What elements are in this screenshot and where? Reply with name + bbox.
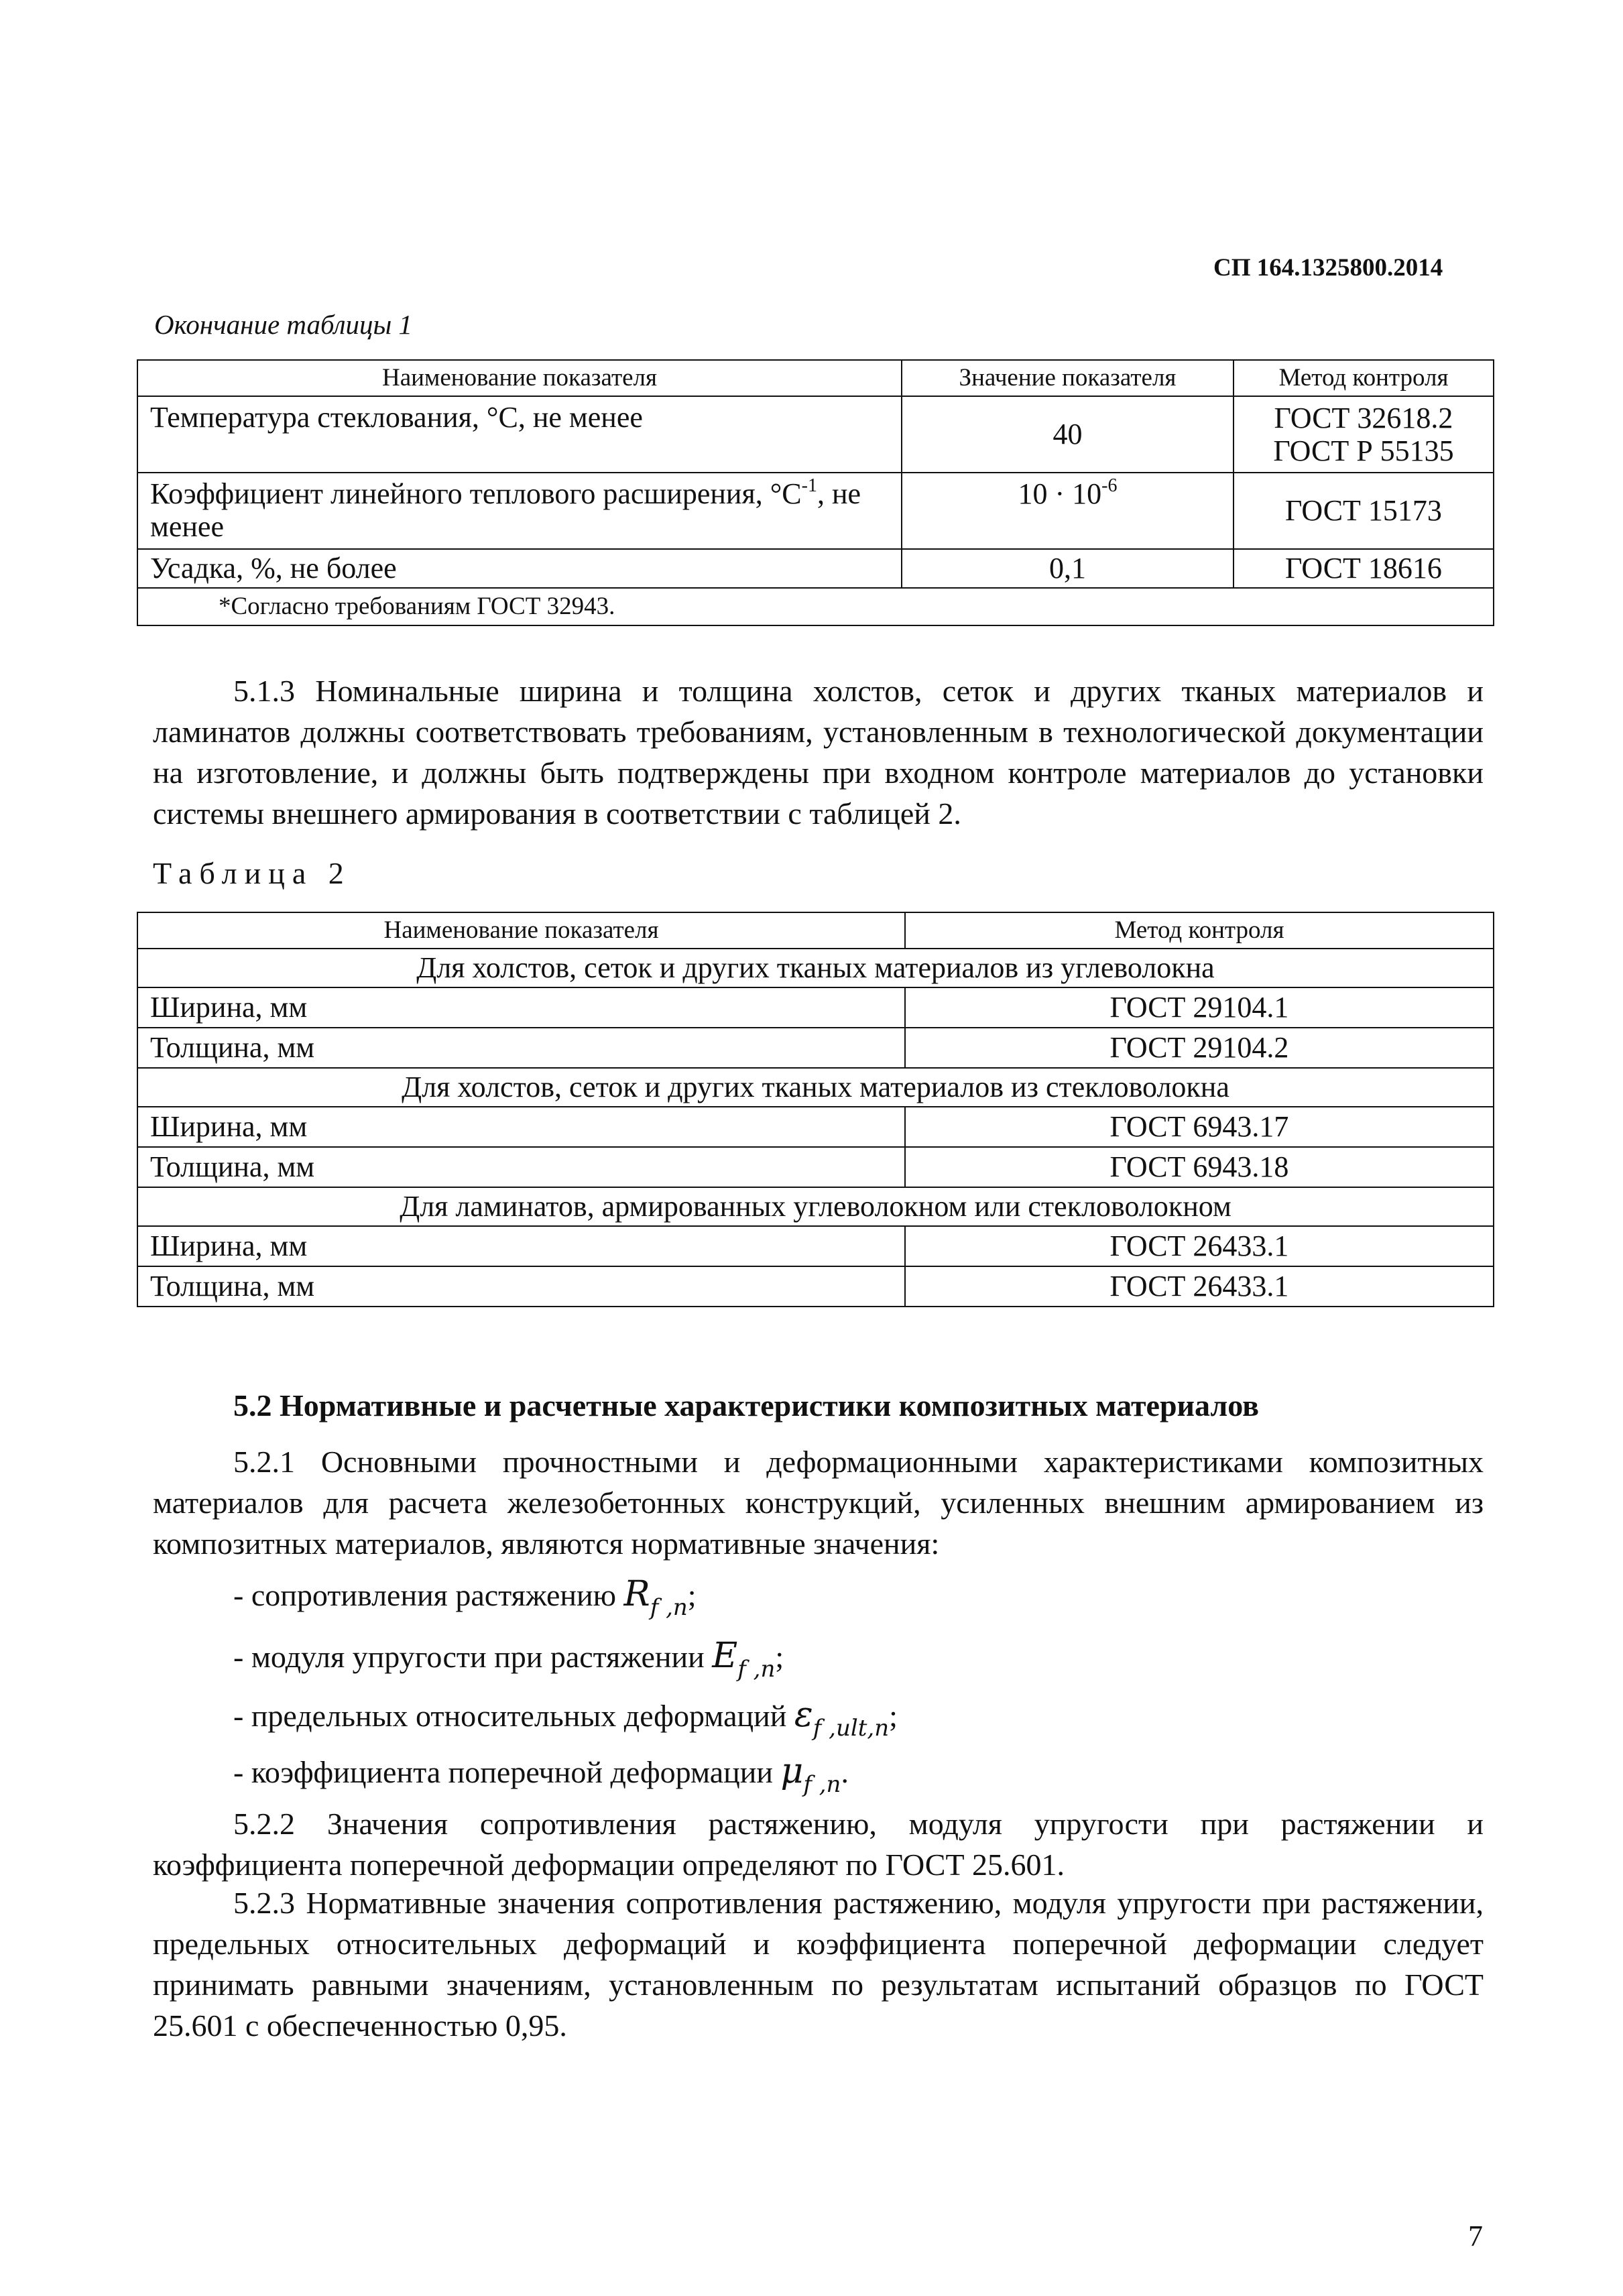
- formula-symbol: E: [712, 1636, 738, 1676]
- table-row: [137, 1028, 1494, 1068]
- list-item: [233, 1636, 784, 1683]
- table-group-title: Для ламинатов, армированных углеволокном или стекловолокном: [137, 1187, 1494, 1226]
- formula-symbol: ε: [794, 1695, 813, 1735]
- list-item-end: ;: [775, 1640, 784, 1674]
- table1-caption: Окончание таблицы 1: [154, 309, 413, 340]
- cell-text: Коэффициент линейного теплового расширения, °С: [150, 477, 802, 510]
- document-code: СП 164.1325800.2014: [1213, 254, 1443, 282]
- table2: [137, 912, 1494, 1307]
- table-cell-method: ГОСТ 29104.2: [905, 1028, 1494, 1068]
- table-row: [137, 473, 1494, 549]
- table-group-row: [137, 1187, 1494, 1226]
- table-cell-method: ГОСТ 6943.18: [905, 1147, 1494, 1187]
- formula-subscript: f ,n: [737, 1656, 776, 1683]
- table2-header-method: Метод контроля: [905, 912, 1494, 949]
- value-base: 10 · 10: [1018, 477, 1102, 510]
- table-cell-name: Ширина, мм: [137, 1107, 905, 1147]
- table-note-row: [137, 588, 1494, 625]
- table-row: [137, 1226, 1494, 1266]
- table1-header-row: [137, 360, 1494, 396]
- method-line: ГОСТ Р 55135: [1273, 434, 1454, 467]
- table1-header-name: Наименование показателя: [137, 360, 902, 396]
- table2-caption: Таблица 2: [153, 856, 351, 890]
- table1-header-method: Метод контроля: [1234, 360, 1494, 396]
- paragraph-5-2-1: 5.2.1 Основными прочностными и деформационными характеристиками композитных материалов для расчета железобетонных конструкций, усиленных внешним армированием из композитных материалов, являются нормативные значения:: [153, 1445, 1484, 1561]
- list-item-text: - предельных относительных деформаций: [233, 1699, 794, 1733]
- section-heading: 5.2 Нормативные и расчетные характеристики композитных материалов: [233, 1388, 1259, 1423]
- table-row: [137, 1266, 1494, 1307]
- superscript: -6: [1101, 475, 1118, 496]
- table-cell-method: ГОСТ 6943.17: [905, 1107, 1494, 1147]
- table-cell-name: Температура стеклования, °С, не менее: [137, 396, 902, 473]
- list-item-text: - сопротивления растяжению: [233, 1578, 624, 1612]
- table-row: [137, 1147, 1494, 1187]
- paragraph-5-2-3: 5.2.3 Нормативные значения сопротивления растяжению, модуля упругости при растяжении, предельных относительных деформаций и коэффициента поперечной деформации следует принимать равными значениям, установленным по результатам испытаний образцов по ГОСТ 25.601 с обеспеченностью 0,95.: [153, 1886, 1484, 2043]
- table-cell-name: Толщина, мм: [137, 1147, 905, 1187]
- table-cell-method: [1234, 396, 1494, 473]
- cell-text: , не менее: [150, 477, 861, 544]
- table-row: [137, 987, 1494, 1028]
- table-row: [137, 1107, 1494, 1147]
- paragraph-5-2-2: 5.2.2 Значения сопротивления растяжению, модуля упругости при растяжении и коэффициента поперечной деформации определяют по ГОСТ 25.601.: [153, 1807, 1484, 1882]
- list-item-end: .: [841, 1755, 849, 1789]
- table-cell-method: ГОСТ 15173: [1234, 473, 1494, 549]
- table-group-title: Для холстов, сеток и других тканых материалов из стекловолокна: [137, 1068, 1494, 1107]
- table1: [137, 359, 1494, 626]
- table-group-row: [137, 949, 1494, 987]
- table-cell-value: 40: [902, 396, 1234, 473]
- table-cell-value: [902, 473, 1234, 549]
- list-item: [233, 1695, 898, 1742]
- table-group-row: [137, 1068, 1494, 1107]
- table-cell-method: ГОСТ 26433.1: [905, 1266, 1494, 1307]
- formula-symbol: R: [623, 1574, 650, 1614]
- table-group-title: Для холстов, сеток и других тканых материалов из углеволокна: [137, 949, 1494, 987]
- table1-header-value: Значение показателя: [902, 360, 1234, 396]
- table-row: [137, 549, 1494, 588]
- table-row: [137, 396, 1494, 473]
- list-item: [233, 1751, 849, 1798]
- table-note: *Согласно требованиям ГОСТ 32943.: [137, 588, 1494, 625]
- method-line: ГОСТ 32618.2: [1274, 401, 1453, 434]
- table-cell-name: Ширина, мм: [137, 1226, 905, 1266]
- formula-subscript: f ,n: [803, 1771, 841, 1798]
- formula-subscript: f ,n: [650, 1594, 688, 1621]
- superscript: -1: [801, 475, 817, 496]
- table-cell-name: Толщина, мм: [137, 1028, 905, 1068]
- table2-header-name: Наименование показателя: [137, 912, 905, 949]
- formula-symbol: μ: [780, 1751, 804, 1791]
- page-number: 7: [1468, 2220, 1483, 2252]
- paragraph-5-1-3: 5.1.3 Номинальные ширина и толщина холстов, сеток и других тканых материалов и ламинатов должны соответствовать требованиям, установленным в технологической документации на изготовление, и должны быть подтверждены при входном контроле материалов до установки системы внешнего армирования в соответствии с таблицей 2.: [153, 674, 1484, 831]
- table-cell-method: ГОСТ 26433.1: [905, 1226, 1494, 1266]
- table2-header-row: [137, 912, 1494, 949]
- table-cell-value: 0,1: [902, 549, 1234, 588]
- table-cell-name: Ширина, мм: [137, 987, 905, 1028]
- list-item-end: ;: [889, 1699, 898, 1733]
- list-item-text: - коэффициента поперечной деформации: [233, 1755, 781, 1789]
- table-cell-name: Толщина, мм: [137, 1266, 905, 1307]
- table-cell-method: ГОСТ 29104.1: [905, 987, 1494, 1028]
- list-item-text: - модуля упругости при растяжении: [233, 1640, 713, 1674]
- formula-subscript: f ,ult,n: [813, 1715, 890, 1742]
- list-item-end: ;: [687, 1578, 697, 1612]
- table-cell-name: Усадка, %, не более: [137, 549, 902, 588]
- table-cell-method: ГОСТ 18616: [1234, 549, 1494, 588]
- table-cell-name: [137, 473, 902, 549]
- list-item: [233, 1574, 697, 1621]
